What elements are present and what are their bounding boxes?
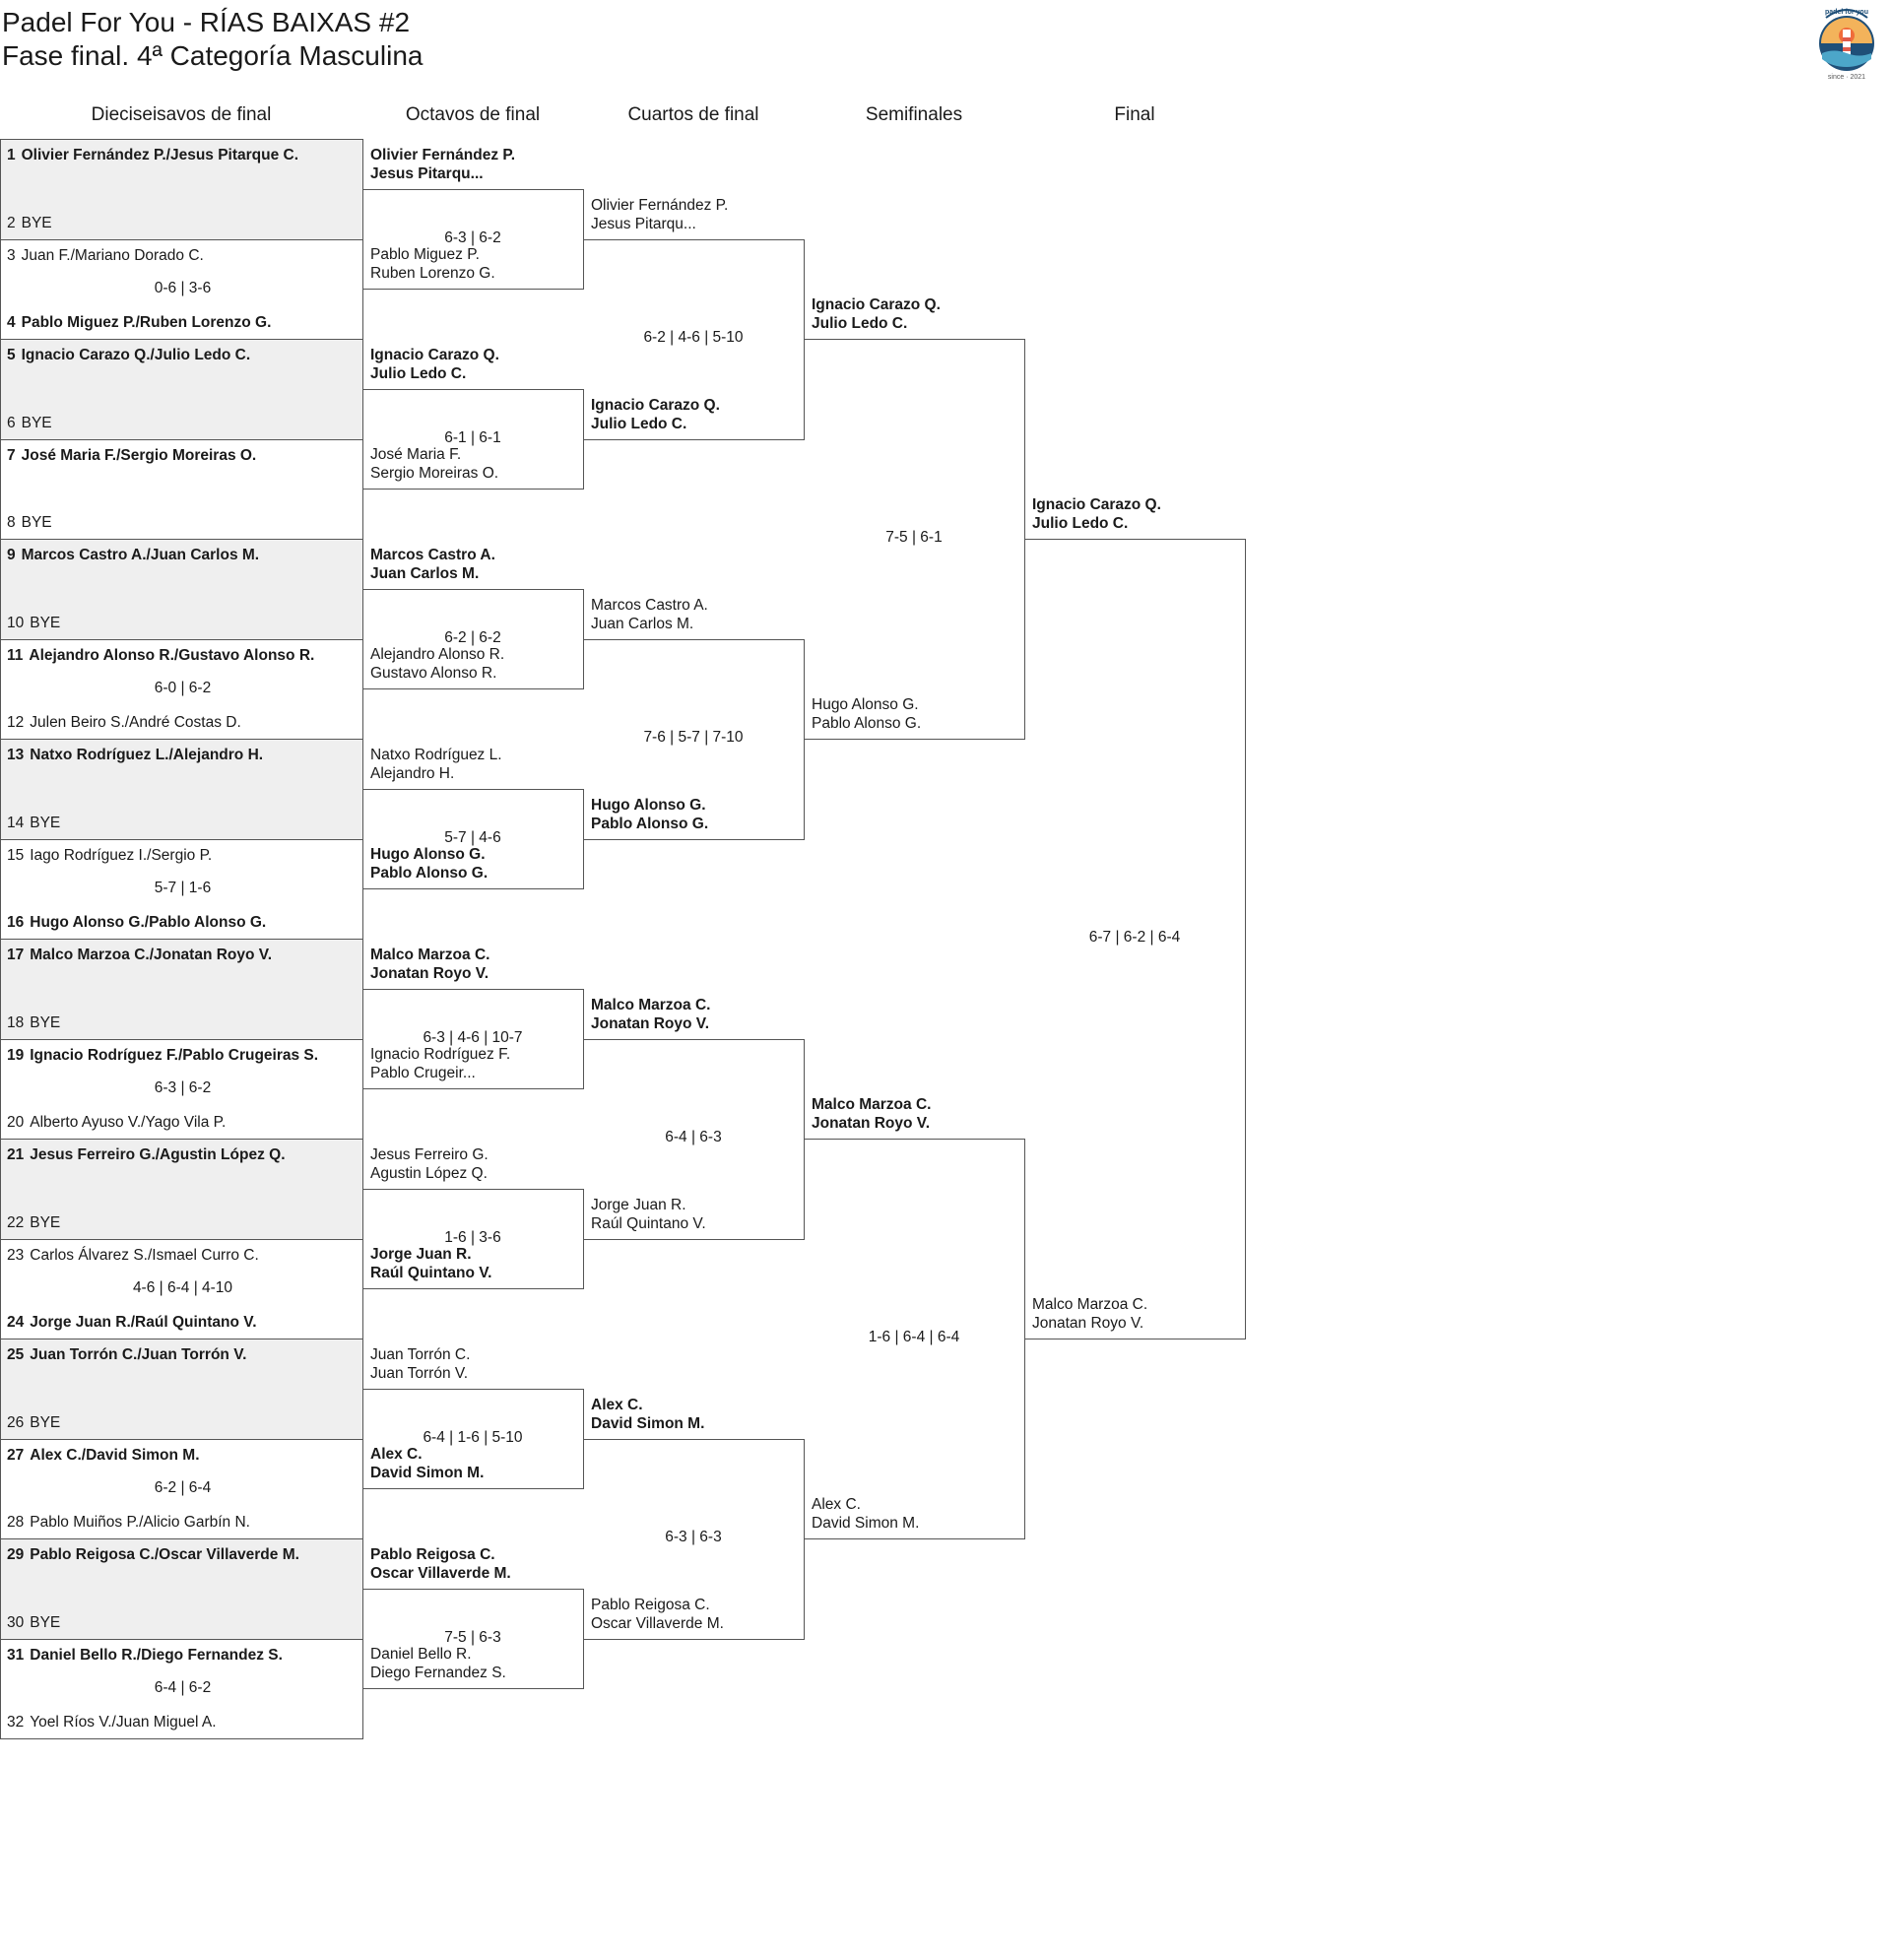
player-name: Alex C. (591, 1396, 643, 1413)
player-name: Julio Ledo C. (370, 364, 467, 382)
player-name: Ignacio Carazo Q. (591, 396, 720, 414)
player-name: Ruben Lorenzo G. (370, 265, 495, 283)
match-box[interactable] (0, 139, 363, 240)
player-name: Sergio Moreiras O. (370, 465, 499, 483)
team-entry[interactable] (7, 1713, 217, 1731)
player-name: Hugo Alonso G. (591, 796, 706, 814)
match-box[interactable] (0, 1538, 363, 1640)
team-entry[interactable] (370, 1145, 579, 1183)
player-name: Juan Carlos M. (591, 615, 694, 632)
team-entry[interactable] (7, 746, 263, 764)
match-box[interactable] (0, 639, 363, 741)
team-entry[interactable] (591, 1196, 800, 1233)
team-entry[interactable] (7, 1446, 200, 1465)
team-entry[interactable] (7, 646, 314, 665)
seed-number: 19 (7, 1046, 25, 1064)
player-name: Malco Marzoa C. (1032, 1296, 1148, 1313)
player-name: Olivier Fernández P. (591, 196, 729, 214)
team-entry[interactable] (370, 1545, 579, 1583)
seed-number: 16 (7, 914, 25, 931)
player-name: Jonatan Royo V. (1032, 1315, 1144, 1332)
match-box[interactable] (0, 239, 363, 341)
team-entry[interactable] (1032, 495, 1241, 533)
team-name: BYE (21, 414, 52, 431)
team-name: BYE (30, 1413, 61, 1431)
lighthouse-logo-icon (1812, 4, 1881, 81)
match-score: 6-2 | 6-4 (154, 1479, 212, 1497)
match-score: 1-6 | 6-4 | 6-4 (868, 1329, 960, 1345)
player-name: Alex C. (370, 1446, 423, 1464)
player-name: Ignacio Carazo Q. (1032, 496, 1161, 513)
player-name: Malco Marzoa C. (812, 1096, 932, 1113)
player-name: Jonatan Royo V. (370, 964, 489, 982)
team-name: Alex C./David Simon M. (30, 1446, 200, 1464)
match-box[interactable] (0, 739, 363, 840)
player-name: Ignacio Carazo Q. (812, 296, 941, 313)
player-name: Pablo Alonso G. (370, 865, 489, 882)
team-name: Ignacio Carazo Q./Julio Ledo C. (21, 347, 251, 363)
match-score: 6-1 | 6-1 (444, 428, 501, 446)
seed-number: 9 (7, 547, 16, 563)
team-name: BYE (30, 814, 61, 831)
team-entry[interactable] (812, 1495, 1020, 1533)
player-name: Malco Marzoa C. (591, 996, 711, 1013)
team-name: BYE (30, 614, 61, 631)
seed-number: 32 (7, 1714, 25, 1731)
seed-number: 31 (7, 1646, 25, 1664)
match-score: 7-6 | 5-7 | 7-10 (643, 729, 744, 746)
seed-number: 5 (7, 347, 16, 363)
match-box[interactable] (0, 539, 363, 640)
match-box[interactable] (0, 1139, 363, 1240)
match-score: 6-3 | 6-2 (154, 1079, 212, 1097)
match-score: 4-6 | 6-4 | 4-10 (132, 1279, 233, 1297)
player-name: Alejandro H. (370, 764, 455, 782)
team-entry[interactable] (370, 946, 579, 983)
match-score: 0-6 | 3-6 (154, 280, 212, 297)
player-name: Pablo Alonso G. (812, 715, 922, 732)
team-entry[interactable] (370, 1245, 579, 1282)
player-name: Jesus Pitarqu... (370, 164, 484, 182)
player-name: Jesus Ferreiro G. (370, 1145, 489, 1163)
team-name: Jesus Ferreiro G./Agustin López Q. (30, 1146, 286, 1163)
player-name: Jorge Juan R. (370, 1246, 472, 1264)
team-entry[interactable] (7, 246, 204, 265)
team-name: José Maria F./Sergio Moreiras O. (21, 446, 257, 464)
team-entry[interactable] (591, 196, 800, 233)
seed-number: 30 (7, 1613, 25, 1631)
seed-number: 10 (7, 614, 25, 631)
round-header: Final (1114, 104, 1155, 125)
team-entry[interactable] (7, 146, 298, 164)
player-name: Daniel Bello R. (370, 1646, 472, 1664)
team-entry[interactable] (370, 1345, 579, 1383)
seed-number: 20 (7, 1114, 25, 1131)
team-name: Yoel Ríos V./Juan Miguel A. (30, 1714, 217, 1731)
match-score: 6-2 | 4-6 | 5-10 (643, 329, 744, 346)
seed-number: 27 (7, 1446, 25, 1464)
team-entry[interactable] (370, 245, 579, 283)
seed-number: 2 (7, 214, 16, 231)
match-box[interactable] (0, 1039, 363, 1141)
seed-number: 17 (7, 947, 25, 963)
team-name: BYE (21, 214, 52, 231)
match-score: 5-7 | 1-6 (154, 880, 212, 897)
seed-number: 8 (7, 514, 16, 531)
player-name: Ignacio Rodríguez F. (370, 1046, 511, 1064)
team-entry[interactable] (812, 695, 1020, 733)
match-score: 6-4 | 6-2 (154, 1679, 212, 1697)
team-entry[interactable] (591, 996, 800, 1033)
team-name: Marcos Castro A./Juan Carlos M. (21, 547, 260, 563)
match-score: 6-4 | 6-3 (665, 1129, 722, 1145)
player-name: Jesus Pitarqu... (591, 215, 696, 232)
team-entry[interactable] (370, 1045, 579, 1082)
page-title: Padel For You - RÍAS BAIXAS #2 (2, 7, 411, 37)
seed-number: 29 (7, 1546, 25, 1563)
team-entry[interactable] (7, 1213, 60, 1232)
team-entry[interactable] (7, 546, 259, 564)
team-entry[interactable] (7, 446, 256, 465)
match-score: 5-7 | 4-6 (444, 828, 501, 846)
seed-number: 22 (7, 1213, 25, 1231)
team-name: Alejandro Alonso R./Gustavo Alonso R. (29, 646, 315, 664)
team-entry[interactable] (1032, 1295, 1241, 1333)
match-box[interactable] (0, 939, 363, 1040)
match-score: 6-3 | 6-2 (444, 229, 501, 246)
match-box[interactable] (0, 839, 363, 941)
round-header: Semifinales (865, 104, 963, 125)
team-entry[interactable] (7, 1345, 246, 1364)
player-name: Julio Ledo C. (812, 315, 908, 332)
player-name: Oscar Villaverde M. (591, 1614, 724, 1632)
team-entry[interactable] (7, 1246, 259, 1265)
team-name: Pablo Reigosa C./Oscar Villaverde M. (30, 1546, 299, 1563)
team-entry[interactable] (370, 1645, 579, 1682)
player-name: Jonatan Royo V. (812, 1115, 931, 1132)
team-name: BYE (21, 514, 52, 531)
round-header: Cuartos de final (627, 104, 759, 125)
team-entry[interactable] (7, 913, 266, 932)
team-name: Daniel Bello R./Diego Fernandez S. (30, 1646, 283, 1664)
team-entry[interactable] (370, 546, 579, 583)
seed-number: 11 (7, 646, 24, 664)
round-header: Octavos de final (405, 104, 541, 125)
player-name: Raúl Quintano V. (370, 1265, 492, 1282)
team-entry[interactable] (7, 1513, 250, 1532)
team-name: Iago Rodríguez I./Sergio P. (30, 846, 213, 864)
match-score: 6-3 | 6-3 (665, 1529, 722, 1545)
team-name: BYE (30, 1613, 61, 1631)
team-entry[interactable] (7, 414, 52, 432)
team-name: Julen Beiro S./André Costas D. (30, 714, 241, 731)
team-entry[interactable] (370, 746, 579, 783)
team-entry[interactable] (7, 1145, 286, 1164)
team-entry[interactable] (7, 1046, 318, 1065)
seed-number: 24 (7, 1314, 25, 1331)
team-entry[interactable] (591, 796, 800, 833)
team-name: Ignacio Rodríguez F./Pablo Crugeiras S. (30, 1046, 319, 1064)
match-box[interactable] (0, 1239, 363, 1340)
match-score: 6-2 | 6-2 (444, 628, 501, 646)
player-name: Pablo Alonso G. (591, 815, 709, 832)
team-name: Pablo Miguez P./Ruben Lorenzo G. (21, 314, 272, 331)
match-score: 6-7 | 6-2 | 6-4 (1088, 929, 1181, 946)
team-name: Natxo Rodríguez L./Alejandro H. (30, 747, 264, 763)
match-score: 6-4 | 1-6 | 5-10 (423, 1428, 523, 1446)
player-name: Pablo Reigosa C. (591, 1596, 710, 1613)
team-entry[interactable] (7, 1545, 299, 1564)
team-entry[interactable] (591, 396, 800, 433)
seed-number: 7 (7, 446, 16, 464)
player-name: Jonatan Royo V. (591, 1014, 710, 1032)
match-box[interactable] (0, 1339, 363, 1440)
player-name: Malco Marzoa C. (370, 946, 490, 963)
team-entry[interactable] (7, 713, 241, 732)
team-entry[interactable] (370, 445, 579, 483)
team-entry[interactable] (7, 346, 250, 364)
team-entry[interactable] (370, 845, 579, 882)
team-name: Malco Marzoa C./Jonatan Royo V. (30, 947, 273, 963)
match-box[interactable] (0, 1439, 363, 1540)
match-box[interactable] (0, 439, 363, 541)
team-entry[interactable] (370, 146, 579, 183)
player-name: David Simon M. (370, 1465, 485, 1482)
player-name: Julio Ledo C. (1032, 515, 1129, 532)
page-subtitle: Fase final. 4ª Categoría Masculina (2, 40, 424, 71)
team-name: Hugo Alonso G./Pablo Alonso G. (30, 914, 267, 931)
team-entry[interactable] (7, 846, 212, 865)
team-entry[interactable] (7, 513, 52, 532)
player-name: Juan Torrón V. (370, 1364, 469, 1382)
seed-number: 6 (7, 414, 16, 431)
seed-number: 15 (7, 846, 25, 864)
team-name: BYE (30, 1213, 61, 1231)
player-name: Hugo Alonso G. (370, 846, 486, 864)
seed-number: 25 (7, 1346, 25, 1363)
player-name: Hugo Alonso G. (812, 696, 919, 713)
team-name: Alberto Ayuso V./Yago Vila P. (30, 1114, 227, 1131)
match-box[interactable] (0, 1639, 363, 1740)
team-name: Jorge Juan R./Raúl Quintano V. (30, 1314, 257, 1331)
player-name: Jorge Juan R. (591, 1196, 686, 1213)
team-entry[interactable] (7, 214, 52, 232)
seed-number: 14 (7, 814, 25, 831)
match-score: 6-0 | 6-2 (154, 680, 212, 697)
team-entry[interactable] (7, 614, 60, 632)
player-name: Marcos Castro A. (370, 546, 495, 563)
team-entry[interactable] (7, 1613, 60, 1632)
seed-number: 12 (7, 714, 25, 731)
player-name: David Simon M. (812, 1515, 920, 1532)
player-name: Olivier Fernández P. (370, 146, 516, 163)
team-entry[interactable] (7, 1413, 60, 1432)
team-entry[interactable] (812, 295, 1020, 333)
team-name: BYE (30, 1013, 61, 1031)
seed-number: 28 (7, 1514, 25, 1531)
player-name: José Maria F. (370, 446, 462, 464)
seed-number: 21 (7, 1146, 25, 1163)
team-entry[interactable] (370, 346, 579, 383)
team-entry[interactable] (7, 946, 272, 964)
seed-number: 3 (7, 246, 16, 264)
player-name: Pablo Crugeir... (370, 1065, 476, 1082)
team-name: Juan Torrón C./Juan Torrón V. (30, 1346, 247, 1363)
seed-number: 26 (7, 1413, 25, 1431)
player-name: Pablo Miguez P. (370, 246, 480, 264)
player-name: Pablo Reigosa C. (370, 1545, 495, 1563)
team-name: Carlos Álvarez S./Ismael Curro C. (30, 1246, 259, 1264)
player-name: Raúl Quintano V. (591, 1214, 706, 1232)
team-entry[interactable] (7, 1013, 60, 1032)
player-name: David Simon M. (591, 1414, 705, 1432)
team-entry[interactable] (7, 814, 60, 832)
team-name: Olivier Fernández P./Jesus Pitarque C. (21, 147, 299, 163)
player-name: Natxo Rodríguez L. (370, 746, 502, 763)
match-score: 7-5 | 6-3 (444, 1628, 501, 1646)
team-entry[interactable] (7, 1313, 257, 1332)
player-name: Diego Fernandez S. (370, 1665, 506, 1682)
round-header: Dieciseisavos de final (91, 104, 272, 125)
team-entry[interactable] (591, 596, 800, 633)
team-entry[interactable] (7, 1113, 226, 1132)
player-name: Agustin López Q. (370, 1164, 488, 1182)
player-name: Juan Torrón C. (370, 1345, 471, 1363)
team-entry[interactable] (370, 1445, 579, 1482)
player-name: Marcos Castro A. (591, 596, 708, 614)
seed-number: 4 (7, 314, 16, 331)
seed-number: 13 (7, 747, 25, 763)
player-name: Gustavo Alonso R. (370, 665, 497, 683)
player-name: Juan Carlos M. (370, 564, 480, 582)
player-name: Julio Ledo C. (591, 415, 687, 432)
player-name: Alejandro Alonso R. (370, 646, 505, 664)
team-entry[interactable] (591, 1596, 800, 1633)
team-entry[interactable] (370, 645, 579, 683)
match-box[interactable] (0, 339, 363, 440)
seed-number: 23 (7, 1246, 25, 1264)
svg-text:since · 2021: since · 2021 (1827, 74, 1866, 81)
match-score: 6-3 | 4-6 | 10-7 (423, 1028, 523, 1046)
team-entry[interactable] (7, 313, 271, 332)
match-score: 1-6 | 3-6 (444, 1228, 501, 1246)
seed-number: 18 (7, 1013, 25, 1031)
team-name: Juan F./Mariano Dorado C. (21, 246, 204, 264)
seed-number: 1 (7, 147, 16, 163)
svg-text:padel for you: padel for you (1825, 9, 1868, 16)
player-name: Alex C. (812, 1496, 861, 1513)
team-entry[interactable] (7, 1646, 283, 1665)
player-name: Oscar Villaverde M. (370, 1564, 511, 1582)
team-entry[interactable] (591, 1396, 800, 1433)
team-name: Pablo Muiños P./Alicio Garbín N. (30, 1514, 250, 1531)
match-score: 7-5 | 6-1 (885, 529, 943, 546)
team-entry[interactable] (812, 1095, 1020, 1133)
player-name: Ignacio Carazo Q. (370, 346, 499, 363)
